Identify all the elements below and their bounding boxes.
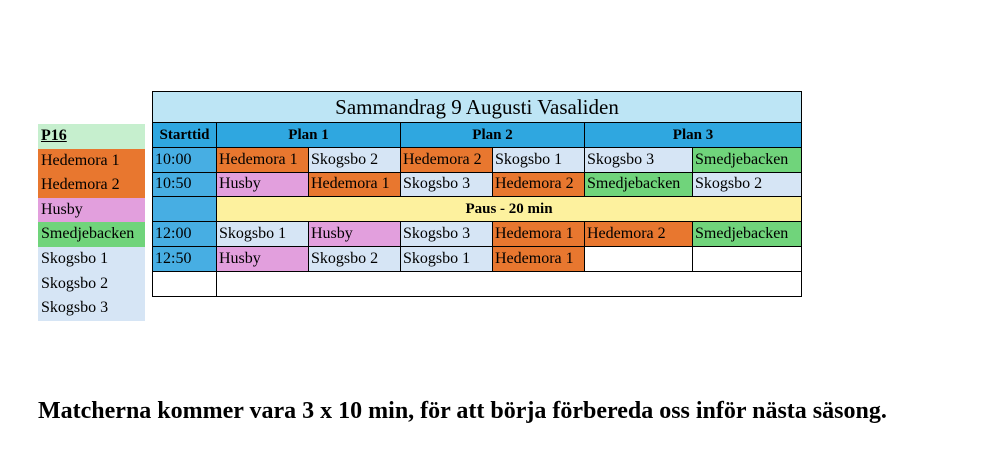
match-team-cell: Husby xyxy=(217,246,309,271)
match-team-cell: Hedemora 2 xyxy=(401,147,493,172)
match-team-cell: Skogsbo 3 xyxy=(585,147,693,172)
pause-cell: Paus - 20 min xyxy=(217,197,802,222)
legend-team: Husby xyxy=(38,198,145,223)
team-legend xyxy=(38,124,145,321)
match-team-cell: Hedemora 1 xyxy=(309,172,401,197)
match-team-cell: Skogsbo 1 xyxy=(217,222,309,247)
match-team-cell: Husby xyxy=(217,172,309,197)
match-team-cell: Skogsbo 2 xyxy=(309,147,401,172)
match-team-cell: Skogsbo 1 xyxy=(493,147,585,172)
schedule-row xyxy=(153,197,802,222)
legend-team: Skogsbo 3 xyxy=(38,296,145,321)
match-team-cell: Smedjebacken xyxy=(693,147,802,172)
legend-team: Skogsbo 2 xyxy=(38,272,145,297)
match-team-cell: Smedjebacken xyxy=(693,222,802,247)
schedule-row xyxy=(153,147,802,172)
start-time xyxy=(153,271,217,296)
match-team-cell xyxy=(585,246,693,271)
schedule-table xyxy=(152,91,802,297)
match-team-cell: Hedemora 1 xyxy=(493,246,585,271)
schedule-row xyxy=(153,222,802,247)
match-team-cell: Skogsbo 2 xyxy=(693,172,802,197)
legend-team: Smedjebacken xyxy=(38,222,145,247)
start-time-header: Starttid xyxy=(153,123,217,148)
schedule-title: Sammandrag 9 Augusti Vasaliden xyxy=(153,92,802,123)
match-duration-note: Matcherna kommer vara 3 x 10 min, för att börja förbereda oss inför nästa säsong. xyxy=(38,398,887,424)
match-team-cell: Skogsbo 1 xyxy=(401,246,493,271)
start-time: 12:00 xyxy=(153,222,217,247)
match-team-cell: Skogsbo 3 xyxy=(401,222,493,247)
start-time: 12:50 xyxy=(153,246,217,271)
schedule-row xyxy=(153,172,802,197)
schedule-row xyxy=(153,271,802,296)
start-time: 10:50 xyxy=(153,172,217,197)
legend-team: Skogsbo 1 xyxy=(38,247,145,272)
start-time: 10:00 xyxy=(153,147,217,172)
legend-header: P16 xyxy=(38,124,145,149)
match-team-cell: Smedjebacken xyxy=(585,172,693,197)
legend-team: Hedemora 1 xyxy=(38,149,145,174)
match-team-cell xyxy=(693,246,802,271)
match-team-cell: Hedemora 2 xyxy=(585,222,693,247)
match-team-cell: Husby xyxy=(309,222,401,247)
empty-row-cell xyxy=(217,271,802,296)
plan-header: Plan 2 xyxy=(401,123,585,148)
schedule-row xyxy=(153,246,802,271)
match-team-cell: Hedemora 1 xyxy=(493,222,585,247)
plan-header: Plan 3 xyxy=(585,123,802,148)
start-time xyxy=(153,197,217,222)
legend-team: Hedemora 2 xyxy=(38,173,145,198)
match-team-cell: Hedemora 1 xyxy=(217,147,309,172)
match-team-cell: Skogsbo 2 xyxy=(309,246,401,271)
match-team-cell: Hedemora 2 xyxy=(493,172,585,197)
match-team-cell: Skogsbo 3 xyxy=(401,172,493,197)
plan-header: Plan 1 xyxy=(217,123,401,148)
